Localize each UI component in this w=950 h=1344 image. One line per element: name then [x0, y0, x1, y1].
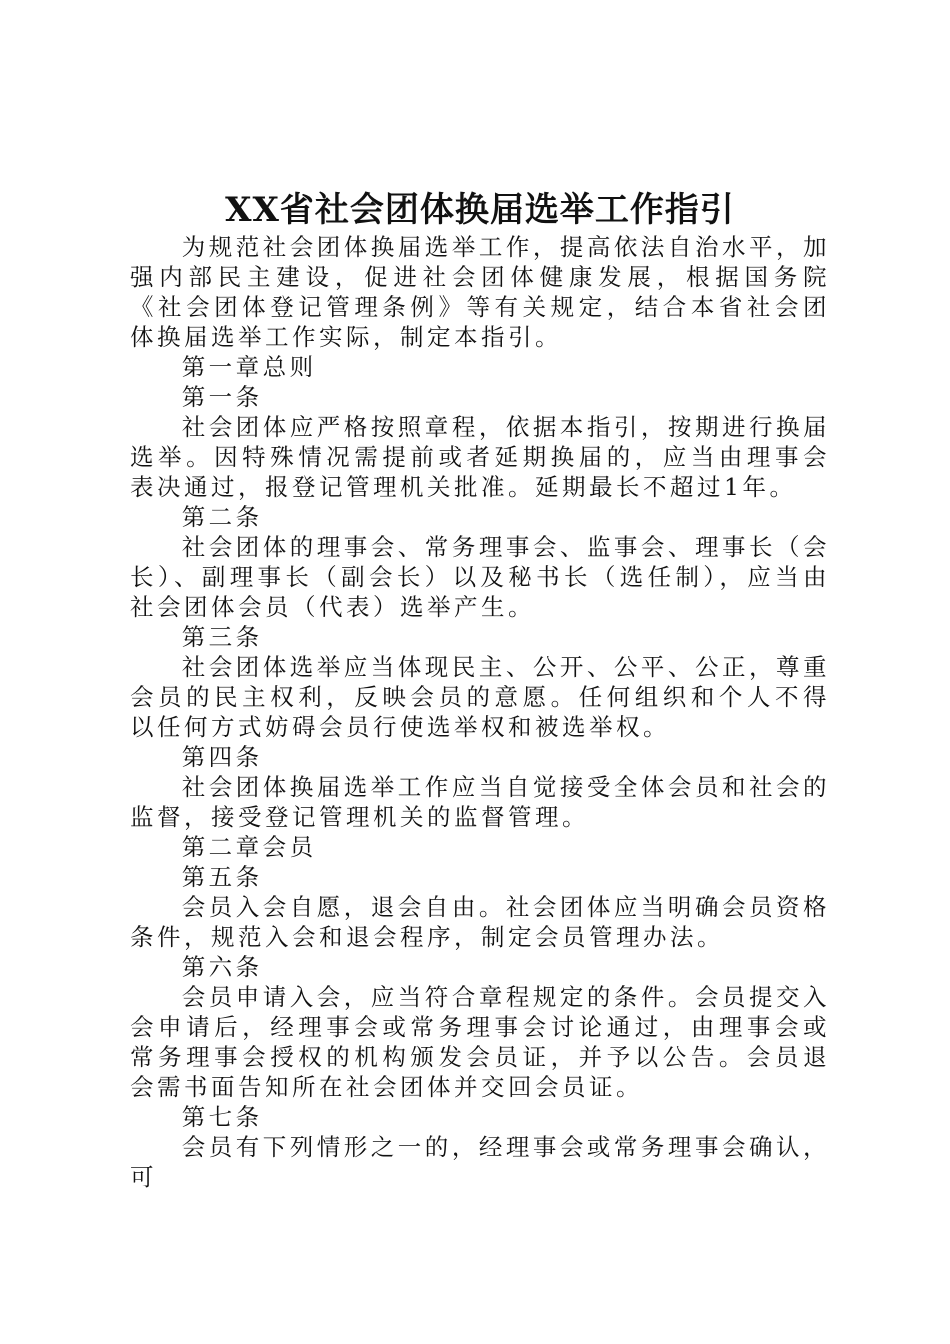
document-page	[130, 188, 830, 1192]
article-text-2: 社会团体的理事会、常务理事会、监事会、理事长（会长）、副理事长（副会长）以及秘书长（选任制），应当由社会团体会员（代表）选举产生。	[130, 533, 830, 621]
chapter-heading-2: 第二章会员	[181, 833, 317, 861]
chapter-heading-1: 第一章总则	[181, 353, 317, 381]
article-heading-4: 第四条	[181, 743, 263, 771]
article-heading-2: 第二条	[181, 503, 263, 531]
article-heading-3: 第三条	[181, 623, 263, 651]
article-text-5: 会员入会自愿，退会自由。社会团体应当明确会员资格条件，规范入会和退会程序，制定会员管理办法。	[130, 893, 830, 951]
paragraph-preamble: 为规范社会团体换届选举工作，提高依法自治水平，加强内部民主建设，促进社会团体健康发展，根据国务院《社会团体登记管理条例》等有关规定，结合本省社会团体换届选举工作实际，制定本指引。	[130, 233, 830, 351]
article-text-7: 会员有下列情形之一的，经理事会或常务理事会确认，可	[130, 1133, 830, 1191]
article-heading-5: 第五条	[181, 863, 263, 891]
article-text-1: 社会团体应严格按照章程，依据本指引，按期进行换届选举。因特殊情况需提前或者延期换届的，应当由理事会表决通过，报登记管理机关批准。延期最长不超过1年。	[130, 413, 830, 501]
article-text-4: 社会团体换届选举工作应当自觉接受全体会员和社会的监督，接受登记管理机关的监督管理。	[130, 773, 830, 831]
document-title: XX省社会团体换届选举工作指引	[225, 190, 735, 230]
article-heading-7: 第七条	[181, 1103, 263, 1131]
article-heading-1: 第一条	[181, 383, 263, 411]
article-text-6: 会员申请入会，应当符合章程规定的条件。会员提交入会申请后，经理事会或常务理事会讨论通过，由理事会或常务理事会授权的机构颁发会员证，并予以公告。会员退会需书面告知所在社会团体并交回会员证。	[130, 983, 830, 1101]
document-body	[130, 232, 830, 1192]
article-heading-6: 第六条	[181, 953, 263, 981]
article-text-3: 社会团体选举应当体现民主、公开、公平、公正，尊重会员的民主权利，反映会员的意愿。任何组织和个人不得以任何方式妨碍会员行使选举权和被选举权。	[130, 653, 830, 741]
